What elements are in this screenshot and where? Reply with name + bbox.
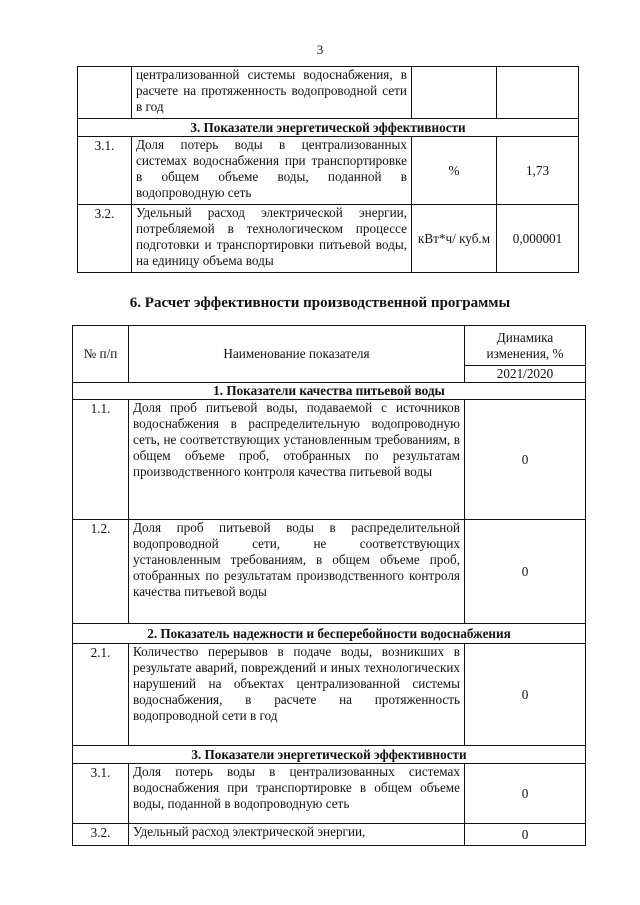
value-cell: 0 <box>465 824 586 846</box>
table-row <box>73 764 586 824</box>
value-cell: 0 <box>465 764 586 824</box>
table-row <box>78 67 579 119</box>
table-row <box>73 400 586 520</box>
section-title: 3. Показатели энергетической эффективности <box>78 119 579 137</box>
unit-cell: % <box>412 137 497 205</box>
section-title: 3. Показатели энергетической эффективности <box>73 746 586 764</box>
section-title: 2. Показатель надежности и бесперебойности водоснабжения <box>73 624 586 644</box>
table-top <box>77 66 579 273</box>
row-number: 1.1. <box>73 400 129 520</box>
section-title: 1. Показатели качества питьевой воды <box>73 383 586 400</box>
value-cell <box>497 67 579 119</box>
table-row <box>78 137 579 205</box>
value-cell: 0 <box>465 520 586 624</box>
section-row <box>73 746 586 764</box>
indicator-name: Удельный расход электрической энергии, <box>129 824 465 846</box>
value-cell: 1,73 <box>497 137 579 205</box>
table-row <box>78 205 579 273</box>
col-header-dynamics: Динамика изменения, % <box>465 326 586 366</box>
indicator-name: Доля проб питьевой воды, подаваемой с источников водоснабжения в распределительную водопроводную сеть, не соответствующих установленным требованиям, в общем объеме проб, отобранных по результатам производственного контроля качества питьевой воды <box>129 400 465 520</box>
section-heading: 6. Расчет эффективности производственной программы <box>129 295 511 311</box>
value-cell: 0 <box>465 644 586 746</box>
row-number: 3.2. <box>78 205 132 273</box>
value-cell: 0 <box>465 400 586 520</box>
header-row <box>73 326 586 366</box>
col-header-years: 2021/2020 <box>465 366 586 383</box>
section-row <box>73 624 586 644</box>
indicator-name: Количество перерывов в подаче воды, возникших в результате аварий, повреждений и иных технологических нарушений на объектах централизованной системы водоснабжения, в расчете на протяженность водопроводной сети в год <box>129 644 465 746</box>
row-number: 1.2. <box>73 520 129 624</box>
row-number: 3.2. <box>73 824 129 846</box>
indicator-name: Удельный расход электрической энергии, потребляемой в технологическом процессе подготовки и транспортировки питьевой воды, на единицу объема воды <box>132 205 412 273</box>
table-row <box>73 644 586 746</box>
unit-cell <box>412 67 497 119</box>
row-number: 3.1. <box>78 137 132 205</box>
col-header-num: № п/п <box>73 326 129 383</box>
num-cell <box>78 67 132 119</box>
section-row <box>78 119 579 137</box>
unit-cell: кВт*ч/ куб.м <box>412 205 497 273</box>
table-row <box>73 520 586 624</box>
col-header-name: Наименование показателя <box>129 326 465 383</box>
row-number: 2.1. <box>73 644 129 746</box>
row-number: 3.1. <box>73 764 129 824</box>
value-cell: 0,000001 <box>497 205 579 273</box>
indicator-name: Доля проб питьевой воды в распределительной водопроводной сети, не соответствующих установленным требованиям, в общем объеме проб, отобранных по результатам производственного контроля качества питьевой воды <box>129 520 465 624</box>
table-main <box>72 325 586 846</box>
table-row <box>73 824 586 846</box>
indicator-name: Доля потерь воды в централизованных системах водоснабжения при транспортировке в общем объеме воды, поданной в водопроводную сеть <box>132 137 412 205</box>
section-row <box>73 383 586 400</box>
indicator-name: централизованной системы водоснабжения, в расчете на протяженность водопроводной сети в год <box>132 67 412 119</box>
page-number: 3 <box>316 42 324 57</box>
indicator-name: Доля потерь воды в централизованных системах водоснабжения при транспортировке в общем объеме воды, поданной в водопроводную сеть <box>129 764 465 824</box>
